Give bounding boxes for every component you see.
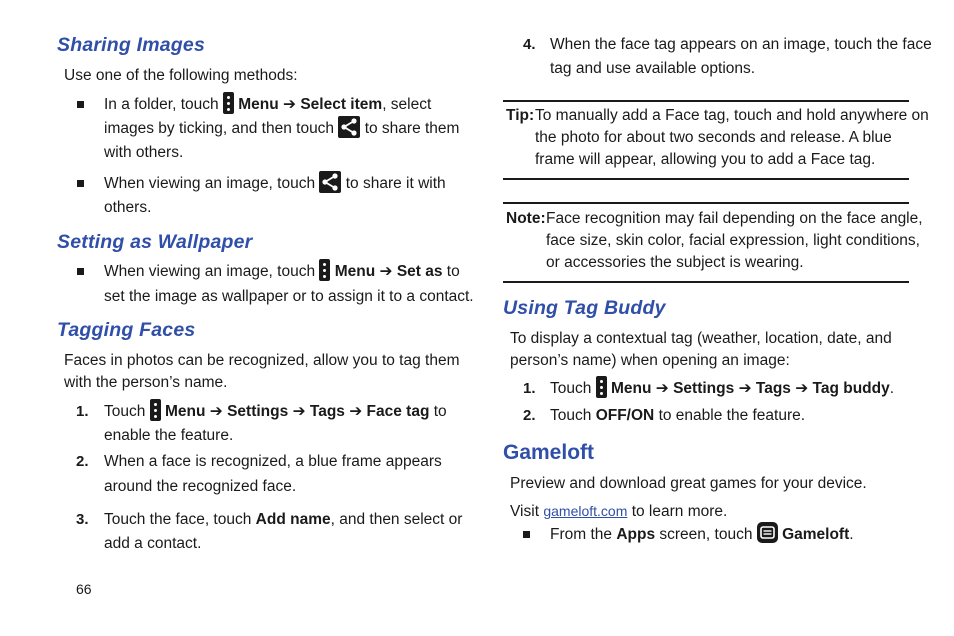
heading-gameloft: Gameloft [503,441,595,464]
heading-sharing-images: Sharing Images [57,34,206,56]
tags-label: Tags [755,380,791,397]
wallpaper-bullet-line2: set the image as wallpaper or to assign it to a contact. [104,288,474,305]
text: Touch [550,407,592,424]
gameloft-visit [510,499,727,524]
arrow: ➔ [209,403,223,420]
gameloft-link[interactable]: gameloft.com [543,503,628,519]
menu-icon [596,376,607,398]
text: Touch [104,403,146,420]
note-line1: Face recognition may fail depending on the face angle, [546,210,923,227]
text: images by ticking, and then touch [104,120,335,137]
tagging-step-2-line1: When a face is recognized, a blue frame appears [104,453,442,470]
bullet-square [77,180,84,187]
text: , select [382,96,432,113]
arrow: ➔ [292,403,306,420]
note-line2: face size, skin color, facial expression, light conditions, [546,232,920,249]
step-4-line2: tag and use available options. [550,60,756,77]
step-number: 2. [523,407,536,424]
step-number: 1. [76,403,89,420]
menu-label: Menu [165,403,206,420]
select-item-label: Select item [300,96,383,113]
sharing-bullet-2-line1 [104,172,446,196]
tagging-intro-line1: Faces in photos can be recognized, allow you to tag them [64,352,460,369]
off-on-label: OFF/ON [595,407,655,424]
text: to [446,263,460,280]
gameloft-intro: Preview and download great games for your device. [510,475,867,492]
arrow: ➔ [738,380,752,397]
text: , and then select or [330,511,463,528]
tagging-intro-line2: with the person’s name. [64,374,228,391]
tagging-step-1-line2: enable the feature. [104,427,234,444]
divider [503,178,909,180]
share-icon [338,116,360,138]
tagging-step-3-line1 [104,508,462,532]
text: In a folder, touch [104,96,219,113]
step-number: 1. [523,380,536,397]
face-tag-label: Face tag [366,403,430,420]
sharing-bullet-2-line2: others. [104,199,152,216]
step-number: 3. [76,511,89,528]
divider [503,202,909,204]
tagging-step-3-line2: add a contact. [104,535,202,552]
bullet-square [77,268,84,275]
arrow: ➔ [795,380,809,397]
menu-label: Menu [334,263,376,280]
tip-line1: To manually add a Face tag, touch and hold anywhere on [535,107,929,124]
divider [503,281,909,283]
menu-icon [223,92,234,114]
tagging-step-1-line1 [104,400,447,424]
tip-line3: frame will appear, allowing you to add a Face tag. [535,151,876,168]
arrow: ➔ [349,403,363,420]
text: Touch the face, touch [104,511,252,528]
step-number: 2. [76,453,89,470]
add-name-label: Add name [255,511,331,528]
text: When viewing an image, touch [104,175,316,192]
bullet-square [523,531,530,538]
apps-label: Apps [616,526,656,543]
step-number: 4. [523,36,536,53]
menu-icon [319,259,330,281]
sharing-bullet-1-line2 [104,117,459,141]
text: to enable the feature. [658,407,806,424]
sharing-bullet-1-line1 [104,93,431,117]
settings-label: Settings [673,380,735,397]
tip-label: Tip: [506,107,535,124]
text: to [433,403,447,420]
tagbuddy-step-1 [550,377,894,401]
note-label: Note: [506,210,546,227]
text: . [849,526,854,543]
text: . [889,380,895,397]
arrow: ➔ [655,380,669,397]
text: When viewing an image, touch [104,263,316,280]
menu-label: Menu [238,96,279,113]
arrow: ➔ [379,263,393,280]
settings-label: Settings [227,403,289,420]
gameloft-bullet [550,523,854,547]
menu-label: Menu [611,380,652,397]
sharing-bullet-1-line3: with others. [104,144,184,161]
menu-icon [150,399,161,421]
sharing-intro: Use one of the following methods: [64,67,298,84]
text: From the [550,526,613,543]
text: to learn more. [631,503,728,520]
text: Visit [510,503,540,520]
tagging-step-2-line2: around the recognized face. [104,478,297,495]
gameloft-app-icon [757,522,778,543]
set-as-label: Set as [396,263,443,280]
note-line3: or accessories the subject is wearing. [546,254,804,271]
arrow: ➔ [283,96,297,113]
heading-setting-as-wallpaper: Setting as Wallpaper [57,231,253,253]
gameloft-label: Gameloft [782,526,850,543]
share-icon [319,171,341,193]
tagbuddy-intro-line2: person’s name) when opening an image: [510,352,790,369]
tip-line2: the photo for about two seconds and release. A blue [535,129,892,146]
text: to share them [364,120,460,137]
tagbuddy-step-2 [550,404,805,428]
text: Touch [550,380,592,397]
tagbuddy-intro-line1: To display a contextual tag (weather, location, date, and [510,330,892,347]
heading-tagging-faces: Tagging Faces [57,319,196,341]
page-number: 66 [76,581,92,597]
text: to share it with [345,175,446,192]
step-4-line1: When the face tag appears on an image, touch the face [550,36,932,53]
text: screen, touch [659,526,753,543]
divider [503,100,909,102]
bullet-square [77,101,84,108]
heading-using-tag-buddy: Using Tag Buddy [503,297,666,319]
wallpaper-bullet-line1 [104,260,460,284]
tag-buddy-label: Tag buddy [812,380,890,397]
tags-label: Tags [309,403,345,420]
